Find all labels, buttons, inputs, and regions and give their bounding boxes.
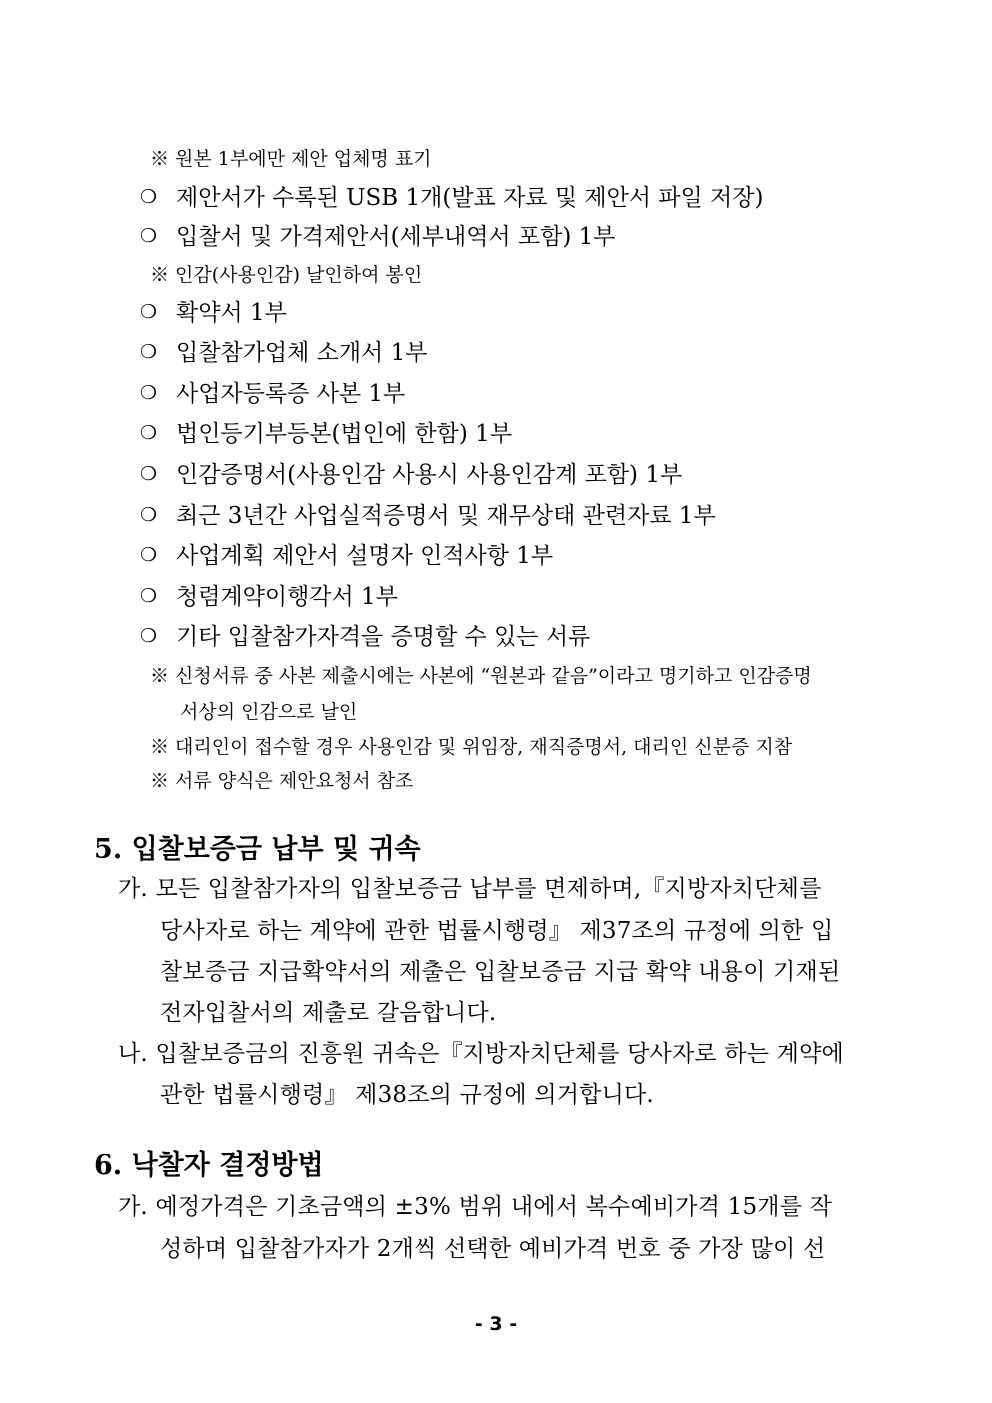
list-item [140,187,763,210]
circle-bullet-icon: ❍ [140,186,158,208]
list-item [140,586,398,609]
circle-bullet-icon: ❍ [140,225,158,247]
circle-bullet-icon: ❍ [140,504,158,526]
circle-bullet-icon: ❍ [140,585,158,607]
note-seal: ※ 인감(사용인감) 날인하여 봉인 [150,264,423,286]
paragraph-line: 나. 입찰보증금의 진흥원 귀속은『지방자치단체를 당사자로 하는 계약에 [118,1041,844,1067]
list-item-text: 제안서가 수록된 USB 1개(발표 자료 및 제안서 파일 저장) [176,185,764,211]
list-item-text: 사업계획 제안서 설명자 인적사항 1부 [176,543,554,569]
list-item [140,342,427,365]
section-heading-bid-bond: 5. 입찰보증금 납부 및 귀속 [94,834,421,865]
paragraph-line: 가. 예정가격은 기초금액의 ±3% 범위 내에서 복수예비가격 15개를 작 [118,1194,833,1220]
list-item [140,545,553,568]
note-original-copy: ※ 원본 1부에만 제안 업체명 표기 [150,148,432,170]
circle-bullet-icon: ❍ [140,382,158,404]
list-item-text: 확약서 1부 [176,300,287,326]
list-item [140,626,590,649]
paragraph-line: 성하며 입찰참가자가 2개씩 선택한 예비가격 번호 중 가장 많이 선 [160,1236,826,1262]
list-item [140,505,716,528]
section-heading-award-method: 6. 낙찰자 결정방법 [94,1150,324,1181]
list-item [140,464,682,487]
paragraph-line: 찰보증금 지급확약서의 제출은 입찰보증금 지급 확약 내용이 기재된 [160,959,841,985]
list-item [140,423,512,446]
circle-bullet-icon: ❍ [140,422,158,444]
list-item-text: 인감증명서(사용인감 사용시 사용인감계 포함) 1부 [176,462,683,488]
note-copy-submission: ※ 신청서류 중 사본 제출시에는 사본에 “원본과 같음”이라고 명기하고 인감증명 [150,665,812,687]
circle-bullet-icon: ❍ [140,341,158,363]
paragraph-line: 당사자로 하는 계약에 관한 법률시행령』 제37조의 규정에 의한 입 [160,918,834,944]
list-item-text: 청렴계약이행각서 1부 [176,584,398,610]
list-item-text: 입찰참가업체 소개서 1부 [176,340,428,366]
list-item-text: 사업자등록증 사본 1부 [176,381,406,407]
list-item [140,226,616,249]
page-number: - 3 - [474,1313,518,1335]
circle-bullet-icon: ❍ [140,463,158,485]
paragraph-line: 가. 모든 입찰참가자의 입찰보증금 납부를 면제하며,『지방자치단체를 [118,876,822,902]
list-item-text: 법인등기부등본(법인에 한함) 1부 [176,421,513,447]
note-proxy: ※ 대리인이 접수할 경우 사용인감 및 위임장, 재직증명서, 대리인 신분증 지참 [150,736,793,758]
note-copy-submission-continued: 서상의 인감으로 날인 [180,701,358,723]
note-form-reference: ※ 서류 양식은 제안요청서 참조 [150,770,414,792]
paragraph-line: 전자입찰서의 제출로 갈음합니다. [160,1000,497,1026]
circle-bullet-icon: ❍ [140,544,158,566]
circle-bullet-icon: ❍ [140,625,158,647]
list-item-text: 입찰서 및 가격제안서(세부내역서 포함) 1부 [176,224,616,250]
list-item [140,383,405,406]
list-item-text: 기타 입찰참가자격을 증명할 수 있는 서류 [176,624,591,650]
list-item [140,302,287,325]
circle-bullet-icon: ❍ [140,301,158,323]
paragraph-line: 관한 법률시행령』 제38조의 규정에 의거합니다. [160,1082,654,1108]
list-item-text: 최근 3년간 사업실적증명서 및 재무상태 관련자료 1부 [176,503,716,529]
